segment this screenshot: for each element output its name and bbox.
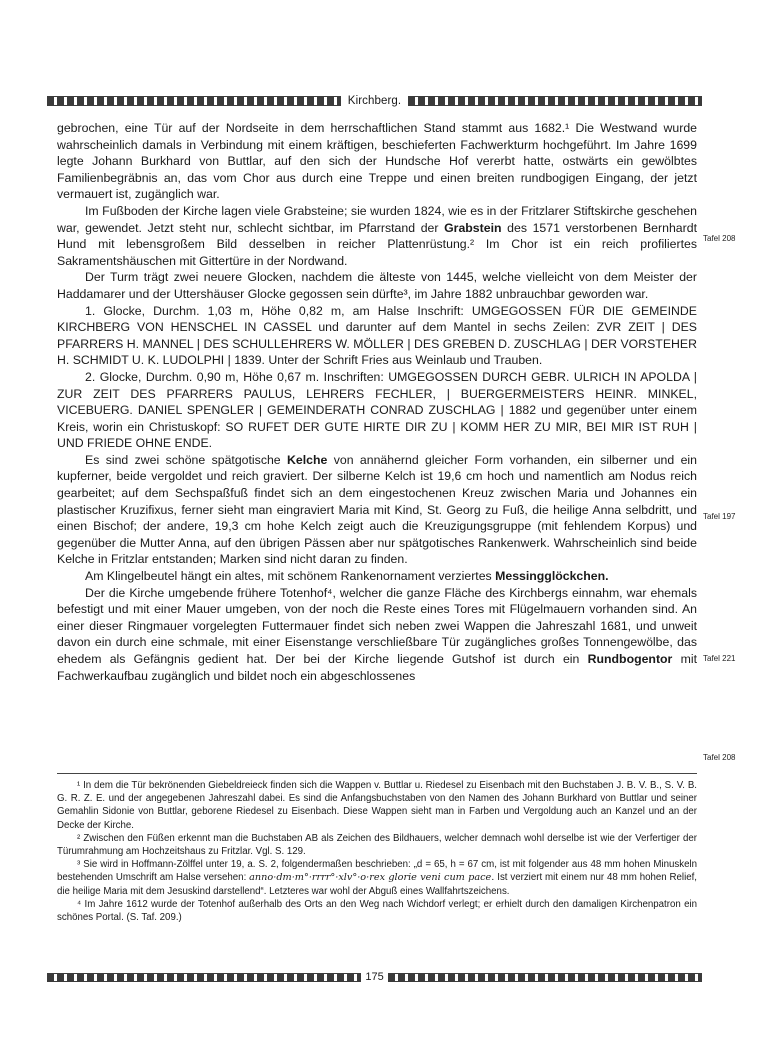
footnote-separator: [57, 773, 697, 774]
footnote-3-text-a: ³ Sie wird in Hoffmann-Zölffel unter 19, a. S. 2, folgendermaßen beschrieben: „d = 65, h = 67 cm, ist mit folgender aus 48 mm hohen Minuskeln bestehenden Umschrift am Halse versehen:: [57, 859, 697, 884]
paragraph-8-text-b: mit Fachwerkaufbau zugänglich und bildet noch ein abgeschlossenes: [57, 652, 697, 683]
footnote-1: ¹ In dem die Tür bekrönenden Giebeldreieck finden sich die Wappen v. Buttlar u. Riedesel zu Eisenbach mit den Buchstaben J. B. V. B., S. V. B. G. R. Z. E. und der angegebenen Jahreszahl dabei. Es sind die Anfangsbuchstaben von den Namen des Johann Burkhard von Buttlar und seiner Gemahlin Sidonie von Buttlar, geborene Riedesel zu Eisenbach. Diese Wappen sieht man in Farben und Vergoldung auch an Kanzel und an der Decke der Kirche.: [57, 780, 697, 831]
footnote-4: ⁴ Im Jahre 1612 wurde der Totenhof außerhalb des Orts an den Weg nach Wichdorf verlegt; er erhielt durch den damaligen Kirchenpatron ein schönes Portal. (S. Taf. 209.): [57, 898, 697, 924]
footer-ornament-left: [47, 973, 361, 982]
paragraph-5: 2. Glocke, Durchm. 0,90 m, Höhe 0,67 m. Inschriften: UMGEGOSSEN DURCH GEBR. ULRICH IN APOLDA | ZUR ZEIT DES PFARRERS PAULUS, LEHRERS FECHLER, | BUERGERMEISTERS HEINR. MINKEL, VICEBUERG. DANIEL SPENGLER | GEMEINDERATH CONRAD ZUSCHLAG | 1882 und gegenüber unter einem Kreis, worin ein Christuskopf: SO RUFET DER GUTE HIRTE DIR ZU | KOMM HER ZU MIR, BEI MIR IST RUH | UND FRIEDE OHNE ENDE.: [57, 369, 697, 451]
margin-note-tafel-208-second: Tafel 208: [703, 753, 736, 762]
margin-note-tafel-197: Tafel 197: [703, 512, 736, 521]
paragraph-8-text-a: Der die Kirche umgebende frühere Totenhof⁴, welcher die ganze Fläche des Kirchbergs einnahm, war ehemals befestigt und mit einer Mauer umgeben, von der noch die Reste eines Tores mit Flügelmauern vorhanden sind. An einer dieser Ringmauer vorgelegten Futtermauer findet sich neben zwei Wappen die Jahreszahl 1681, und unweit davon ein durch eine schmale, mit einer Eisenstange verschließbare Tür zugängliches großes Tonnengewölbe, das ehedem als Gefängnis gedient hat. Der bei der Kirche liegende Gutshof ist durch ein: [57, 585, 697, 666]
footnote-2: ² Zwischen den Füßen erkennt man die Buchstaben AB als Zeichen des Bildhauers, welcher demnach wohl derselbe ist wie der Verfertiger der Türumrahmung am Hochzeitshaus zu Fritzlar. Vgl. S. 129.: [57, 832, 697, 858]
header-ornament-left: [47, 96, 341, 106]
header-title: Kirchberg.: [347, 95, 402, 107]
footnotes: [57, 779, 697, 924]
keyword-grabstein: Grabstein: [444, 220, 502, 235]
keyword-kelche: Kelche: [287, 452, 328, 467]
paragraph-7-text-a: Am Klingelbeutel hängt ein altes, mit schönem Rankenornament verziertes: [85, 569, 496, 584]
header-ornament-right: [408, 96, 702, 106]
running-footer: [47, 970, 702, 984]
page-number: 175: [365, 971, 384, 983]
paragraph-2-text-a: Im Fußboden der Kirche lagen viele Grabsteine; sie wurden 1824, wie es in der Fritzlarer Stiftskirche geschehen war, gewendet. Jetzt steht nur, schlecht sichtbar, im Pfarrstand der: [57, 203, 697, 235]
footnote-3: [57, 858, 697, 898]
footnote-3-gothic-inscription: anno·dm·m°·rrrr°·xlv°·o·rex glorie veni cum pace.: [249, 872, 495, 884]
paragraph-8: [57, 585, 697, 685]
footer-ornament-right: [388, 973, 702, 982]
paragraph-6-text-a: Es sind zwei schöne spätgotische: [85, 452, 288, 467]
paragraph-2: [57, 203, 697, 269]
paragraph-7: [57, 568, 697, 585]
margin-note-tafel-208: Tafel 208: [703, 234, 736, 243]
keyword-messingglockchen: Messingglöckchen.: [495, 569, 609, 584]
paragraph-2-text-b: des 1571 verstorbenen Bernhardt Hund mit lebensgroßem Bild desselben in reicher Plattenrüstung.² Im Chor ist ein reich profiliertes Sakramentshäuschen mit Gittertüre in der Nordwand.: [57, 220, 697, 268]
body-text: [57, 120, 697, 684]
paragraph-6: [57, 452, 697, 568]
keyword-rundbogentor: Rundbogentor: [587, 652, 673, 666]
margin-note-tafel-221: Tafel 221: [703, 654, 736, 663]
paragraph-3: Der Turm trägt zwei neuere Glocken, nachdem die älteste von 1445, welche vielleicht von dem Meister der Haddamarer und der Uttershäuser Glocke gegossen sein dürfte³, im Jahre 1882 unbrauchbar geworden war.: [57, 270, 697, 301]
footnote-3-text-b: Ist verziert mit einem nur 48 mm hohen Relief, die heilige Maria mit dem Jesuskind darstellend“. Letzteres war wohl der Abguß eines Wallfahrtszeichens.: [57, 872, 698, 897]
paragraph-1: gebrochen, eine Tür auf der Nordseite in dem herrschaftlichen Stand stammt aus 1682.¹ Die Westwand wurde wahrscheinlich damals in Verbindung mit einem kräftigen, beschieferten Fachwerkturm hochgeführt. Im Jahre 1699 legte Johann Burkhard von Buttlar, auf den sich der Hundsche Hof vererbt hatte, ostwärts ein gewölbtes Familienbegräbnis an, das vom Chor aus durch eine Treppe und einen breiten rundbogigen Eingang, der jetzt vermauert ist, zugänglich war.: [57, 121, 697, 202]
paragraph-6-text-b: von annähernd gleicher Form vorhanden, ein silberner und ein kupferner, beide vergoldet und reich graviert. Der silberne Kelch ist 19,6 cm hoch und namentlich am Nodus reich gearbeitet; auf dem Sechspaßfuß findet sich an dem eingestochenen Kreuz zwischen Maria und Johannes ein plastischer Kruzifixus, ferner sieht man eingraviert Maria mit Kind, St. Georg zu Fuß, die heilige Anna selbdritt, und einen Bischof; der andere, 19,3 cm hohe Kelch zeigt auch die Kreuzigungsgruppe (mit fehlendem Korpus) und gegenüber die Mutter Anna, auf den übrigen Pässen aber nur spätgotisches Rankenwerk. Wahrscheinlich sind beide Kelche in Fritzlar entstanden; Marken sind nicht daran zu finden.: [57, 452, 697, 567]
paragraph-4: 1. Glocke, Durchm. 1,03 m, Höhe 0,82 m, am Halse Inschrift: UMGEGOSSEN FÜR DIE GEMEINDE KIRCHBERG VON HENSCHEL IN CASSEL und darunter auf dem Mantel in sechs Zeilen: ZVR ZEIT | DES PFARRERS H. MANNEL | DES SCHULLEHRERS W. MÖLLER | DES GREBEN D. ZUSCHLAG | DER VORSTEHER H. SCHMIDT U. K. LUDOLPHI | 1839. Unter der Schrift Fries aus Weinlaub und Trauben.: [57, 303, 697, 368]
running-header: [47, 92, 702, 110]
